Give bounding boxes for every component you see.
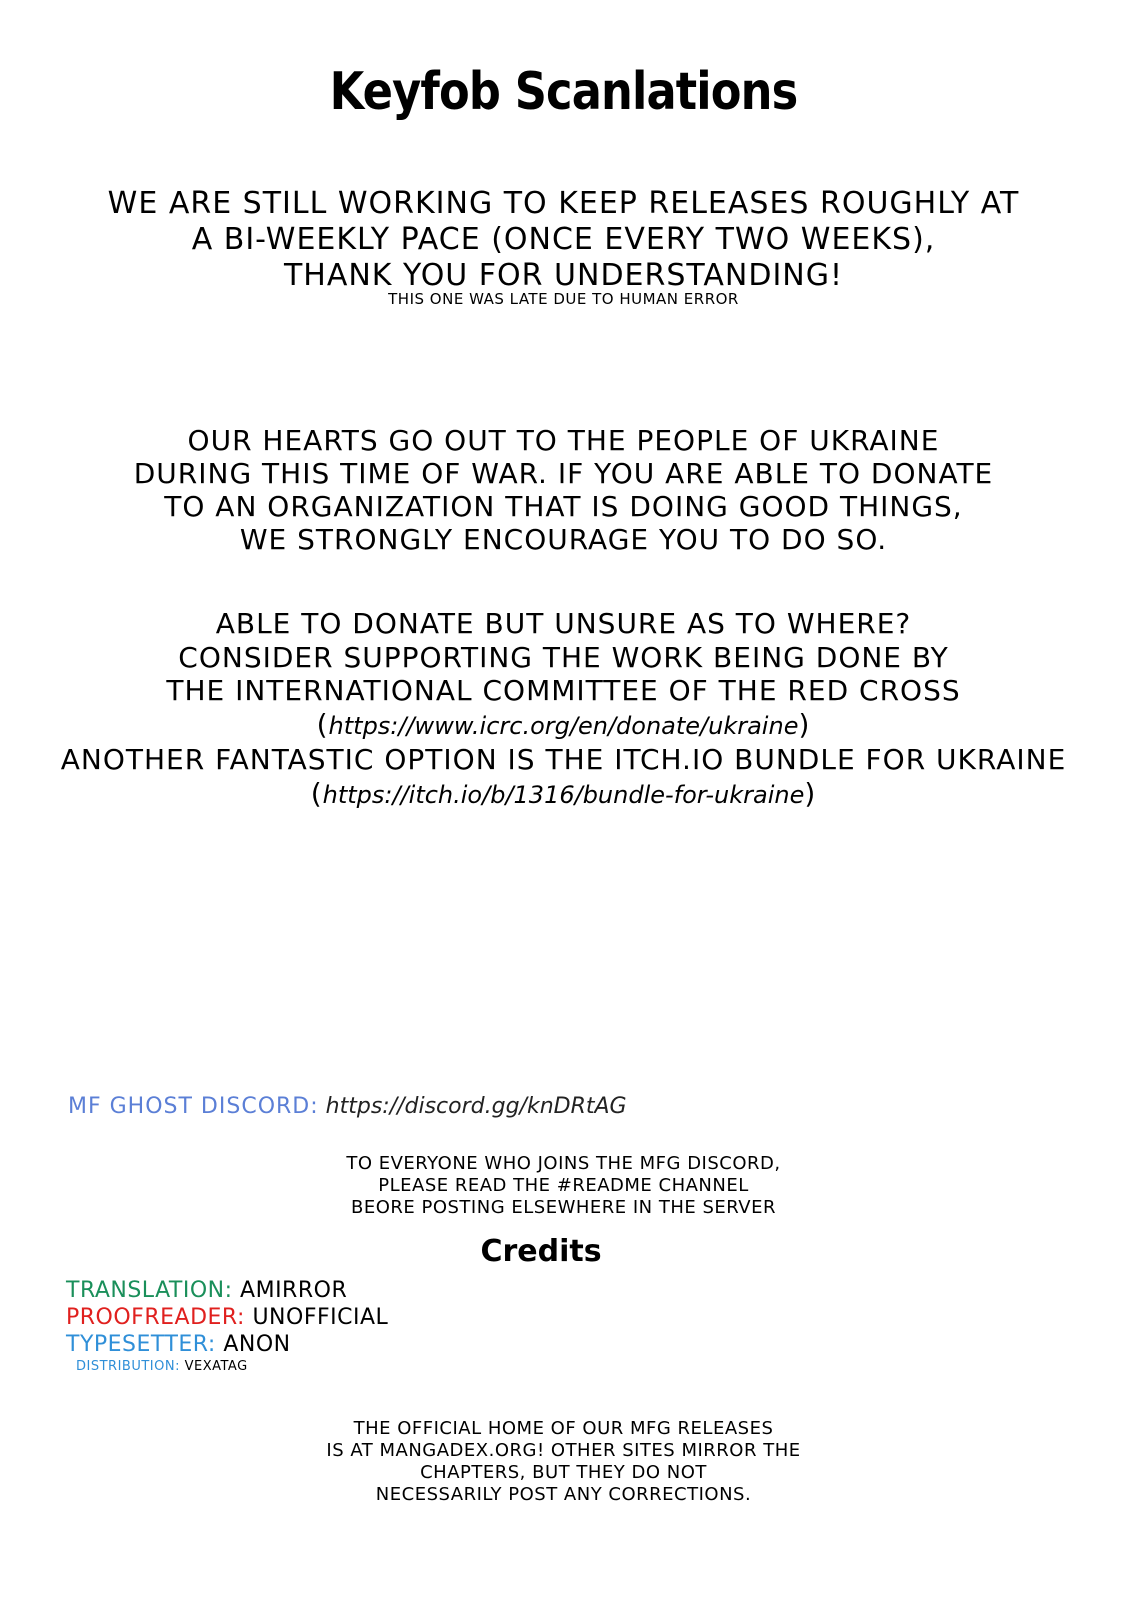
- official-home-notice: [0, 1418, 1127, 1506]
- schedule-notice: [0, 186, 1127, 294]
- ukraine-line: TO AN ORGANIZATION THAT IS DOING GOOD THINGS,: [164, 490, 963, 523]
- donate-line: ANOTHER FANTASTIC OPTION IS THE ITCH.IO BUNDLE FOR UKRAINE: [60, 743, 1067, 776]
- credit-role: TRANSLATION:: [66, 1278, 233, 1303]
- paren-close: ): [798, 707, 811, 741]
- discord-notice-line: PLEASE READ THE #README CHANNEL: [378, 1175, 749, 1196]
- icrc-link-row: [0, 708, 1127, 744]
- credit-translation: [66, 1277, 388, 1304]
- schedule-line: A BI-WEEKLY PACE (ONCE EVERY TWO WEEKS),: [191, 222, 936, 257]
- credit-role: DISTRIBUTION:: [76, 1359, 180, 1374]
- credits-heading: Credits: [480, 1234, 602, 1269]
- paren-close: ): [804, 776, 817, 810]
- credit-typesetter: [66, 1331, 388, 1358]
- discord-notice: [0, 1153, 1127, 1219]
- schedule-note: THIS ONE WAS LATE DUE TO HUMAN ERROR: [388, 290, 739, 308]
- credits-list: [66, 1277, 388, 1376]
- discord-notice-line: TO EVERYONE WHO JOINS THE MFG DISCORD,: [346, 1153, 781, 1174]
- ukraine-line: WE STRONGLY ENCOURAGE YOU TO DO SO.: [239, 523, 888, 556]
- itch-link-row: [0, 777, 1127, 813]
- official-home-line: NECESSARILY POST ANY CORRECTIONS.: [375, 1484, 752, 1505]
- donate-block: [0, 607, 1127, 812]
- discord-link[interactable]: https://discord.gg/knDRtAG: [325, 1094, 627, 1119]
- page-title: Keyfob Scanlations: [329, 62, 798, 122]
- official-home-line: CHAPTERS, BUT THEY DO NOT: [420, 1462, 707, 1483]
- official-home-line: IS AT MANGADEX.ORG! OTHER SITES MIRROR THE: [326, 1440, 801, 1461]
- donate-line: THE INTERNATIONAL COMMITTEE OF THE RED CROSS: [166, 674, 961, 707]
- official-home-line: THE OFFICIAL HOME OF OUR MFG RELEASES: [353, 1418, 774, 1439]
- credit-role: TYPESETTER:: [66, 1332, 216, 1357]
- icrc-link[interactable]: https://www.icrc.org/en/donate/ukraine: [328, 711, 799, 740]
- credit-name: UNOFFICIAL: [252, 1305, 389, 1330]
- schedule-line: THANK YOU FOR UNDERSTANDING!: [283, 258, 844, 293]
- discord-notice-line: BEORE POSTING ELSEWHERE IN THE SERVER: [350, 1197, 777, 1218]
- discord-row: [68, 1094, 627, 1119]
- paren-open: (: [316, 707, 329, 741]
- ukraine-line: DURING THIS TIME OF WAR. IF YOU ARE ABLE TO DONATE: [133, 457, 994, 490]
- donate-line: CONSIDER SUPPORTING THE WORK BEING DONE BY: [178, 640, 949, 674]
- itch-link[interactable]: https://itch.io/b/1316/bundle-for-ukraine: [322, 780, 805, 809]
- ukraine-line: OUR HEARTS GO OUT TO THE PEOPLE OF UKRAINE: [187, 424, 940, 457]
- discord-label: MF GHOST DISCORD:: [68, 1094, 319, 1119]
- ukraine-message: [0, 424, 1127, 556]
- paren-open: (: [310, 776, 323, 810]
- credit-proofreader: [66, 1304, 388, 1331]
- credit-name: ANON: [223, 1332, 291, 1357]
- credit-role: PROOFREADER:: [66, 1305, 245, 1330]
- credit-name: VEXATAG: [184, 1359, 248, 1374]
- credit-name: AMIRROR: [240, 1278, 348, 1303]
- donate-question: ABLE TO DONATE BUT UNSURE AS TO WHERE?: [215, 607, 912, 640]
- credit-distribution: [66, 1358, 388, 1376]
- schedule-line: WE ARE STILL WORKING TO KEEP RELEASES ROUGHLY AT: [107, 186, 1020, 221]
